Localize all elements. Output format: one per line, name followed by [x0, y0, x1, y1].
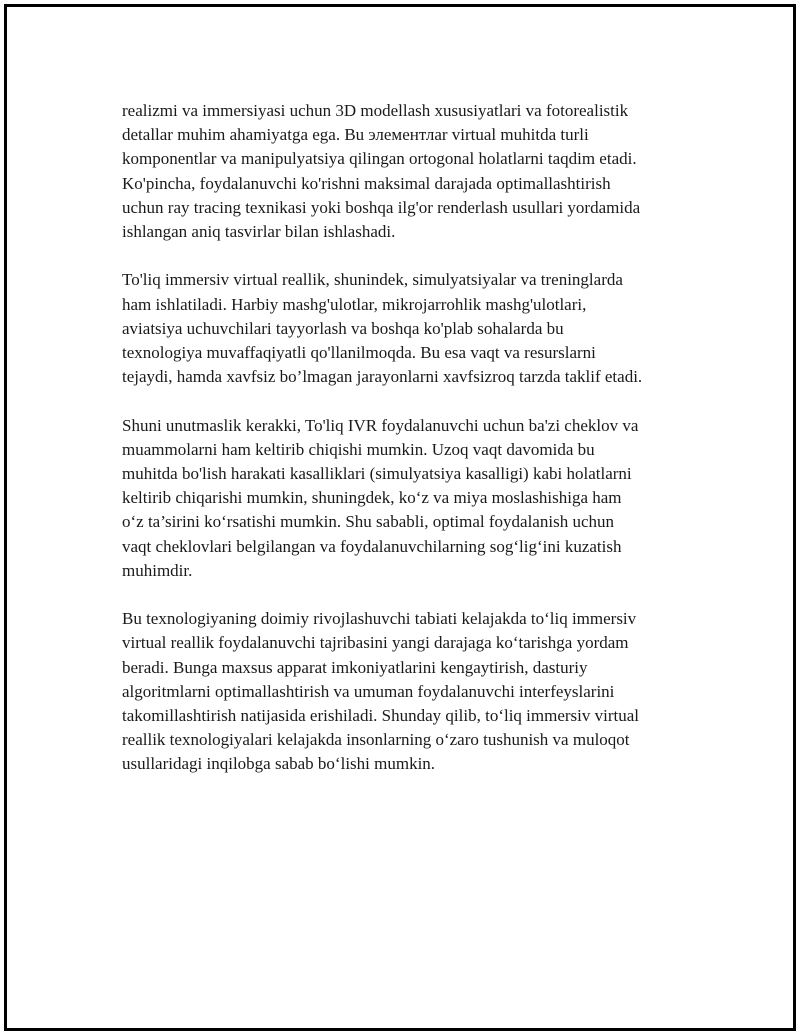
text-line: Bu texnologiyaning doimiy rivojlashuvchi tabiati kelajakda to‘liq immersiv	[122, 609, 637, 629]
text-line: ishlangan aniq tasvirlar bilan ishlashadi.	[122, 222, 396, 242]
text-line: reallik texnologiyalari kelajakda insonlarning o‘zaro tushunish va muloqot	[122, 730, 630, 750]
paragraph-4	[122, 607, 702, 776]
paragraph-1	[122, 99, 702, 244]
text-line: Shuni unutmaslik kerakki, To'liq IVR foydalanuvchi uchun ba'zi cheklov va	[122, 415, 639, 435]
text-line: o‘z ta’sirini ko‘rsatishi mumkin. Shu sababli, optimal foydalanish uchun	[122, 512, 614, 532]
text-line: uchun ray tracing texnikasi yoki boshqa ilg'or renderlash usullari yordamida	[122, 197, 641, 217]
text-line: muhitda bo'lish harakati kasalliklari (simulyatsiya kasalligi) kabi holatlarni	[122, 464, 632, 484]
text-line: takomillashtirish natijasida erishiladi. Shunday qilib, to‘liq immersiv virtual	[122, 706, 640, 726]
text-line: To'liq immersiv virtual reallik, shunindek, simulyatsiyalar va treninglarda	[122, 270, 623, 290]
text-line: vaqt cheklovlari belgilangan va foydalanuvchilarning sog‘lig‘ini kuzatish	[122, 536, 622, 556]
text-line: muhimdir.	[122, 560, 193, 580]
page-frame	[4, 4, 796, 1031]
text-line: beradi. Bunga maxsus apparat imkoniyatlarini kengaytirish, dasturiy	[122, 657, 588, 677]
text-line: virtual reallik foydalanuvchi tajribasini yangi darajaga ko‘tarishga yordam	[122, 633, 629, 653]
text-line: detallar muhim ahamiyatga ega. Bu элементлar virtual muhitda turli	[122, 125, 589, 145]
text-line: usullaridagi inqilobga sabab bo‘lishi mumkin.	[122, 754, 436, 774]
text-line: realizmi va immersiyasi uchun 3D modellash xususiyatlari va fotorealistik	[122, 101, 629, 120]
text-line: aviatsiya uchuvchilari tayyorlash va boshqa ko'plab sohalarda bu	[122, 318, 564, 338]
document-body	[122, 99, 702, 777]
paragraph-2	[122, 268, 702, 389]
text-line: algoritmlarni optimallashtirish va umuman foydalanuvchi interfeyslarini	[122, 681, 615, 701]
text-line: muammolarni ham keltirib chiqishi mumkin. Uzoq vaqt davomida bu	[122, 439, 595, 459]
text-line: keltirib chiqarishi mumkin, shuningdek, ko‘z va miya moslashishiga ham	[122, 488, 622, 508]
paragraph-3	[122, 414, 702, 583]
text-line: texnologiya muvaffaqiyatli qo'llanilmoqda. Bu esa vaqt va resurslarni	[122, 343, 596, 363]
text-line: ham ishlatiladi. Harbiy mashg'ulotlar, mikrojarrohlik mashg'ulotlari,	[122, 294, 587, 314]
text-line: Ko'pincha, foydalanuvchi ko'rishni maksimal darajada optimallashtirish	[122, 173, 611, 193]
text-line: tejaydi, hamda xavfsiz bo’lmagan jarayonlarni xavfsizroq tarzda taklif etadi.	[122, 367, 643, 387]
text-line: komponentlar va manipulyatsiya qilingan ortogonal holatlarni taqdim etadi.	[122, 149, 637, 169]
